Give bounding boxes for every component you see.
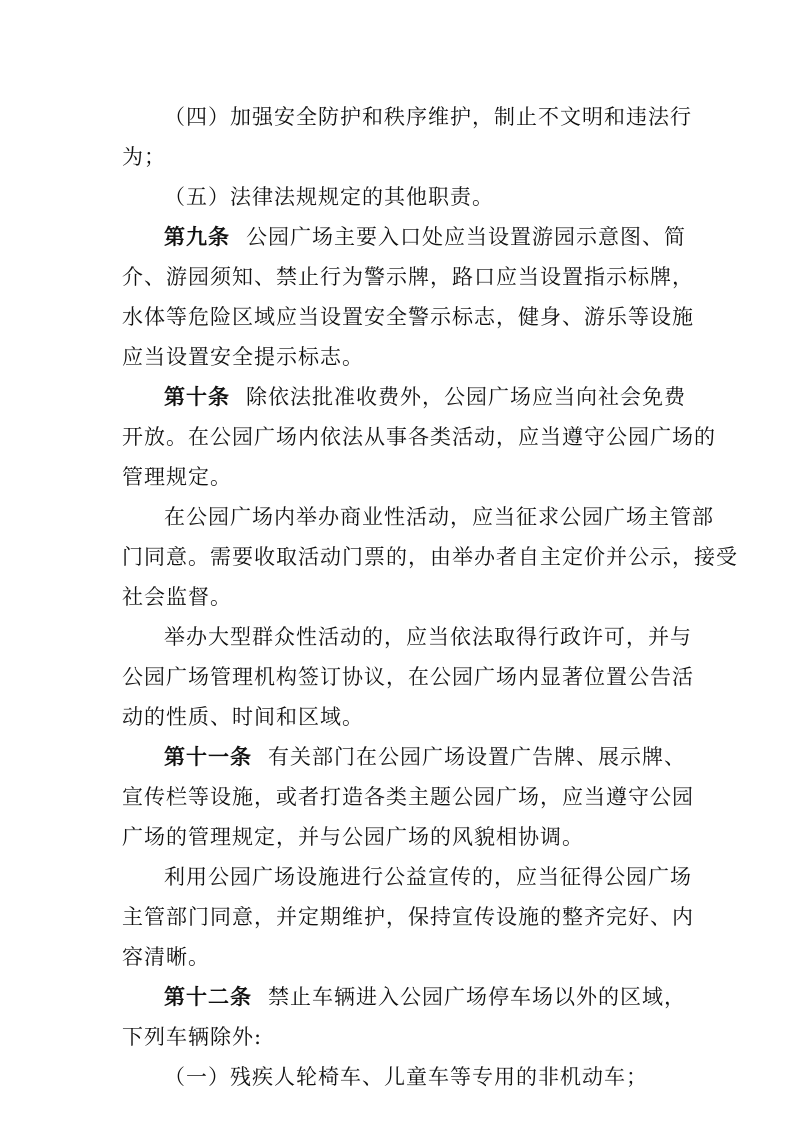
article-10-p2-line-3: 社会监督。	[122, 585, 232, 609]
article-11-p2-line-2: 主管部门同意，并定期维护，保持宣传设施的整齐完好、内	[122, 905, 694, 929]
item-four-line-1: （四）加强安全防护和秩序维护，制止不文明和违法行	[164, 105, 692, 129]
article-10-p3-line-2: 公园广场管理机构签订协议，在公园广场内显著位置公告活	[122, 665, 694, 689]
article-10-p3-line-1: 举办大型群众性活动的，应当依法取得行政许可，并与	[164, 625, 692, 649]
article-12-text-1: 禁止车辆进入公园广场停车场以外的区域，	[268, 985, 686, 1009]
article-10-p3-line-3: 动的性质、时间和区域。	[122, 705, 364, 729]
article-11-line-2: 宣传栏等设施，或者打造各类主题公园广场，应当遵守公园	[122, 785, 694, 809]
article-11-p2-line-1: 利用公园广场设施进行公益宣传的，应当征得公园广场	[164, 865, 692, 889]
article-11-text-1: 有关部门在公园广场设置广告牌、展示牌、	[268, 745, 686, 769]
article-11-heading: 第十一条	[164, 744, 252, 769]
article-12-line-2: 下列车辆除外:	[122, 1025, 263, 1049]
article-9-heading: 第九条	[164, 224, 230, 249]
article-11-line-1	[164, 743, 686, 771]
article-11-line-3: 广场的管理规定，并与公园广场的风貌相协调。	[122, 825, 584, 849]
article-12-item-one: （一）残疾人轮椅车、儿童车等专用的非机动车；	[164, 1065, 648, 1089]
article-9-line-1	[164, 223, 686, 251]
article-9-line-3: 水体等危险区域应当设置安全警示标志，健身、游乐等设施	[122, 305, 694, 329]
article-10-line-2: 开放。在公园广场内依法从事各类活动，应当遵守公园广场的	[122, 425, 716, 449]
article-12-heading: 第十二条	[164, 984, 252, 1009]
item-four-line-2: 为；	[122, 145, 166, 169]
article-9-line-4: 应当设置安全提示标志。	[122, 345, 364, 369]
article-11-p2-line-3: 容清晰。	[122, 945, 210, 969]
article-9-text-1: 公园广场主要入口处应当设置游园示意图、简	[246, 225, 686, 249]
article-9-line-2: 介、游园须知、禁止行为警示牌，路口应当设置指示标牌，	[122, 265, 694, 289]
article-10-line-1	[164, 383, 686, 411]
article-10-line-3: 管理规定。	[122, 465, 232, 489]
article-12-line-1	[164, 983, 686, 1011]
article-10-p2-line-2: 门同意。需要收取活动门票的，由举办者自主定价并公示，接受	[122, 545, 738, 569]
article-10-text-1: 除依法批准收费外，公园广场应当向社会免费	[246, 385, 686, 409]
item-five: （五）法律法规规定的其他职责。	[164, 185, 494, 209]
article-10-p2-line-1: 在公园广场内举办商业性活动，应当征求公园广场主管部	[164, 505, 714, 529]
article-10-heading: 第十条	[164, 384, 230, 409]
